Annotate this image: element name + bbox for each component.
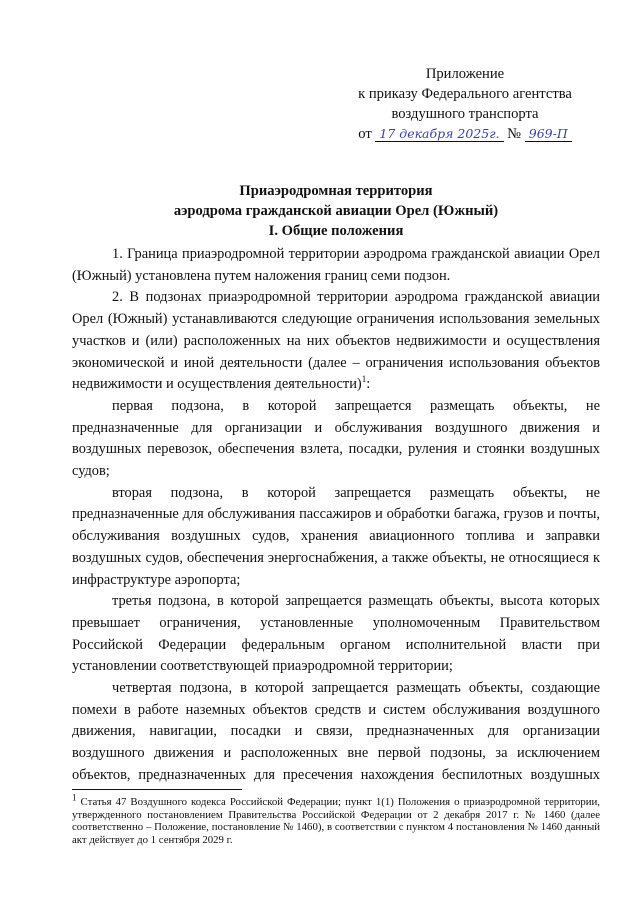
paragraph-2-text: 2. В подзонах приаэродромной территории аэродрома гражданской авиации Орел (Южный) устанавливаются следующие ограничения использования земельных участков и (или) расположенных на них объектов недвижимости и осуществления экономической и иной деятельности (далее – ограничения использования объектов недвижимости и осуществления деятельности) [72, 289, 600, 393]
from-label: от [358, 126, 372, 142]
handwritten-date: 17 декабря 2025г. [375, 126, 503, 142]
handwritten-number: 969-П [525, 126, 572, 142]
document-title [80, 181, 592, 241]
agency-name: воздушного транспорта [391, 106, 539, 122]
document-body [72, 244, 600, 787]
subzone-2: вторая подзона, в которой запрещается размещать объекты, не предназначенные для обслуживания пассажиров и обработки багажа, грузов и почты, обслуживания воздушных судов, хранения авиационного топлива и заправки воздушных судов, обеспечения энергоснабжения, а также объекты, не относящиеся к инфраструктуре аэропорта; [72, 484, 600, 588]
appendix-label: Приложение [425, 66, 505, 82]
section-heading: I. Общие положения [268, 223, 404, 239]
number-label: № [507, 126, 522, 142]
order-date-number-line [300, 124, 630, 144]
paragraph-2 [72, 287, 600, 396]
appendix-header [300, 64, 630, 144]
title-line-2: аэродрома гражданской авиации Орел (Южный) [173, 203, 499, 219]
subzone-3: третья подзона, в которой запрещается размещать объекты, высота которых превышает ограничения, установленные уполномоченным Правительством Российской Федерации федеральным органом исполнительной власти при установлении соответствующей приаэродромной территории; [72, 593, 600, 675]
footnote [72, 792, 601, 846]
subzone-1: первая подзона, в которой запрещается размещать объекты, не предназначенные для организации и обслуживания воздушного движения и воздушных перевозок, обеспечения взлета, посадки, руления и стоянки воздушных судов; [72, 397, 600, 480]
footnote-reference: 1 [361, 374, 367, 385]
subzone-4: четвертая подзона, в которой запрещается размещать объекты, создающие помехи в работе наземных объектов средств и систем обслуживания воздушного движения, навигации, посадки и связи, предназначенных для организации воздушного движения и расположенных вне первой подзоны, за исключением объектов, предназначенных для пресечения нахождения беспилотных воздушных [72, 680, 600, 783]
footnote-divider [72, 789, 242, 790]
footnote-marker: 1 [72, 792, 77, 803]
footnote-text: Статья 47 Воздушного кодекса Российской Федерации; пункт 1(1) Положения о приаэродромной территории, утвержденного постановлением Правительства Российской Федерации от 2 декабря 2017 г. № 1460 (далее соответственно – Положение, постановление № 1460), в соответствии с пунктом 4 постановления № 1460 данный акт действует до 1 сентября 2029 г. [72, 796, 601, 846]
paragraph-1: 1. Граница приаэродромной территории аэродрома гражданской авиации Орел (Южный) установлена путем наложения границ семи подзон. [72, 246, 600, 284]
order-reference: к приказу Федерального агентства [358, 86, 572, 102]
title-line-1: Приаэродромная территория [239, 183, 433, 199]
paragraph-2-colon: : [366, 376, 371, 393]
